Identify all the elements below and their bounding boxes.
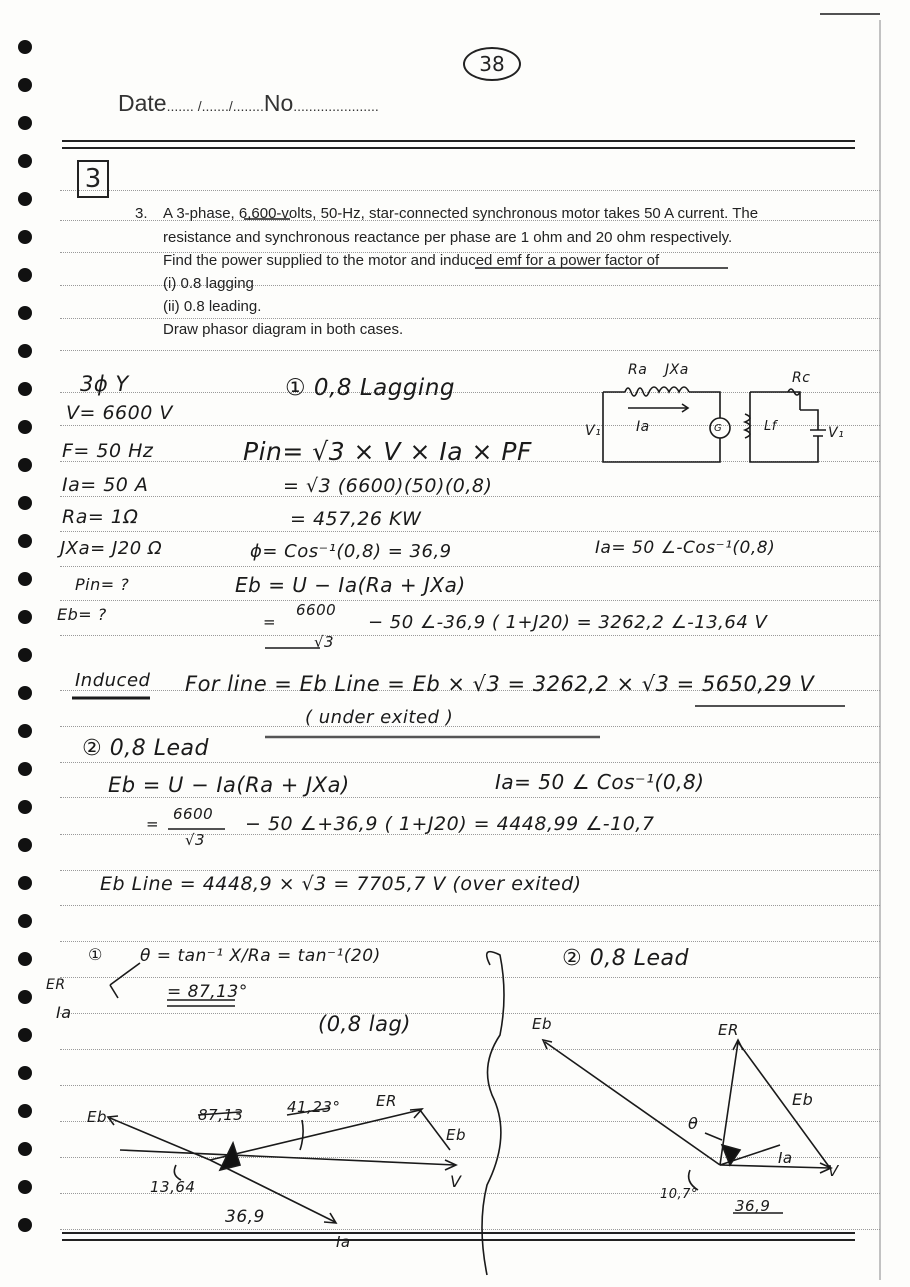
lead-eb-label: Eb bbox=[532, 1015, 552, 1033]
given-voltage: V= 6600 V bbox=[66, 402, 173, 424]
case2-eb-line: Eb Line = 4448,9 × √3 = 7705,7 V (over exited) bbox=[100, 873, 582, 895]
theta-formula: θ = tan⁻¹ X/Ra = tan⁻¹(20) bbox=[140, 946, 381, 966]
lag-er-label: ER bbox=[376, 1092, 397, 1110]
lead-angle-107: 10,7° bbox=[660, 1187, 698, 1202]
lag-eb2-line bbox=[420, 1110, 450, 1150]
case2-heading: ② 0,8 Lead bbox=[82, 736, 209, 761]
lag-eb-label: Eb bbox=[87, 1108, 107, 1126]
lead-eb-phasor bbox=[545, 1042, 720, 1165]
case1-under-excited: ( under exited ) bbox=[305, 707, 454, 728]
given-eb-unknown: Eb= ? bbox=[57, 605, 107, 624]
theta-result: = 87,13° bbox=[167, 982, 248, 1002]
case1-pin-sub: = √3 (6600)(50)(0,8) bbox=[283, 475, 493, 497]
circuit-v1-left: V₁ bbox=[585, 423, 602, 439]
dc-source bbox=[810, 430, 826, 436]
lead-theta-arrow bbox=[705, 1133, 722, 1140]
wavy-divider bbox=[482, 952, 504, 1275]
case1-pin-formula: Pin= √3 × V × Ia × PF bbox=[243, 437, 532, 466]
no-label: No bbox=[263, 90, 294, 116]
lag-v-axis bbox=[120, 1150, 455, 1165]
lead-v-label: V bbox=[828, 1162, 839, 1180]
circuit-gen-label: G bbox=[714, 423, 723, 434]
lag-eb-phasor bbox=[110, 1118, 210, 1160]
case1-eb-denominator: √3 bbox=[314, 633, 335, 651]
resistor-ra bbox=[625, 388, 649, 396]
lag-phasor-diagram bbox=[108, 1108, 456, 1223]
problem-line-4: (i) 0.8 lagging bbox=[163, 275, 254, 292]
lead-heading: ② 0,8 Lead bbox=[562, 946, 689, 971]
diagram1-marker: ① bbox=[88, 945, 103, 964]
lead-theta-label: θ bbox=[688, 1114, 699, 1133]
case1-eb-numerator: 6600 bbox=[296, 601, 337, 619]
given-phase: 3ϕ Y bbox=[80, 372, 129, 396]
case2-eb-rest: − 50 ∠+36,9 ( 1+J20) = 4448,99 ∠-10,7 bbox=[245, 813, 655, 835]
small-ia-label: Ia bbox=[56, 1003, 72, 1022]
induced-label: Induced bbox=[75, 670, 151, 691]
lag-ia-phasor bbox=[210, 1160, 335, 1222]
lag-eb2-label: Eb bbox=[446, 1126, 466, 1144]
problem-number: 3. bbox=[135, 205, 148, 222]
case1-ia-angle: Ia= 50 ∠-Cos⁻¹(0,8) bbox=[595, 538, 776, 558]
lead-arc bbox=[689, 1170, 698, 1190]
case1-phi: ϕ= Cos⁻¹(0,8) = 36,9 bbox=[250, 541, 452, 562]
circuit-v1-right: V₁ bbox=[828, 425, 845, 441]
case2-eb-numerator: 6600 bbox=[173, 805, 214, 823]
problem-line-5: (ii) 0.8 leading. bbox=[163, 298, 262, 315]
case2-ia-angle: Ia= 50 ∠ Cos⁻¹(0,8) bbox=[495, 770, 705, 794]
date-value: ....... /......./........ bbox=[166, 98, 264, 114]
lag-angle-8713: 87,13 bbox=[198, 1106, 244, 1124]
lag-ia-label: Ia bbox=[336, 1233, 351, 1251]
case1-eb-rest: − 50 ∠-36,9 ( 1+J20) = 3262,2 ∠-13,64 V bbox=[368, 612, 768, 633]
lag-angle-4123: 41,23° bbox=[287, 1098, 341, 1116]
lag-caption: (0,8 lag) bbox=[318, 1012, 411, 1036]
lead-eb2-label: Eb bbox=[792, 1090, 814, 1109]
lead-angle-fill bbox=[722, 1145, 740, 1165]
case1-eb-formula: Eb = U − Ia(Ra + JXa) bbox=[235, 573, 466, 597]
problem-line-2: resistance and synchronous reactance per phase are 1 ohm and 20 ohm respectively. bbox=[163, 229, 733, 246]
lead-angle-369: 36,9 bbox=[735, 1197, 771, 1215]
given-pin-unknown: Pin= ? bbox=[75, 575, 130, 594]
theta-result-underline bbox=[167, 1000, 235, 1006]
case1-pin-result: = 457,26 KW bbox=[290, 508, 422, 530]
lag-arc-2 bbox=[174, 1165, 181, 1180]
no-value: ...................... bbox=[293, 98, 379, 114]
field-winding bbox=[745, 414, 750, 438]
lead-er-label: ER bbox=[718, 1021, 739, 1039]
circuit-rc-label: Rc bbox=[792, 370, 811, 386]
case2-equals: = bbox=[146, 815, 160, 833]
circuit-diagram bbox=[603, 387, 826, 462]
lag-angle-369: 36,9 bbox=[225, 1207, 265, 1227]
circuit-ra-label: Ra bbox=[628, 362, 648, 378]
circuit-jxa-label: JXa bbox=[665, 362, 689, 378]
lead-phasor-diagram bbox=[543, 1040, 831, 1213]
lag-angle-underlines bbox=[198, 1108, 330, 1115]
given-frequency: F= 50 Hz bbox=[62, 440, 154, 462]
case1-equals: = bbox=[263, 613, 277, 631]
generator-symbol bbox=[710, 418, 730, 438]
given-resistance: Ra= 1Ω bbox=[62, 506, 139, 528]
circuit-ia-label: Ia bbox=[636, 419, 650, 435]
lead-ia-label: Ia bbox=[778, 1149, 793, 1167]
problem-line-6: Draw phasor diagram in both cases. bbox=[163, 321, 404, 338]
lag-angle-1364: 13,64 bbox=[150, 1178, 196, 1196]
case1-line-emf: For line = Eb Line = Eb × √3 = 3262,2 × √3 = 5650,29 V bbox=[185, 672, 815, 696]
page-number: 38 bbox=[463, 47, 521, 81]
date-label: Date bbox=[118, 90, 167, 116]
question-number-box: 3 bbox=[77, 160, 109, 198]
given-reactance: JXa= J20 Ω bbox=[60, 538, 163, 559]
case1-heading: ① 0,8 Lagging bbox=[285, 375, 455, 401]
case2-eb-denominator: √3 bbox=[185, 831, 206, 849]
small-er-label: ER bbox=[46, 977, 66, 993]
lag-arc bbox=[300, 1120, 303, 1150]
circuit-lf-label: Lf bbox=[764, 419, 777, 434]
lag-v-label: V bbox=[450, 1172, 462, 1191]
small-phasor-sketch bbox=[110, 963, 140, 998]
problem-line-1: A 3-phase, 6,600-volts, 50-Hz, star-connected synchronous motor takes 50 A current. The bbox=[163, 205, 759, 222]
problem-line-3: Find the power supplied to the motor and induced emf for a power factor of bbox=[163, 252, 660, 269]
lead-v-axis bbox=[720, 1165, 830, 1168]
inductor-xa bbox=[649, 387, 689, 392]
lag-er-phasor bbox=[210, 1110, 420, 1160]
case2-eb-formula: Eb = U − Ia(Ra + JXa) bbox=[108, 773, 350, 797]
given-current: Ia= 50 A bbox=[62, 474, 149, 496]
